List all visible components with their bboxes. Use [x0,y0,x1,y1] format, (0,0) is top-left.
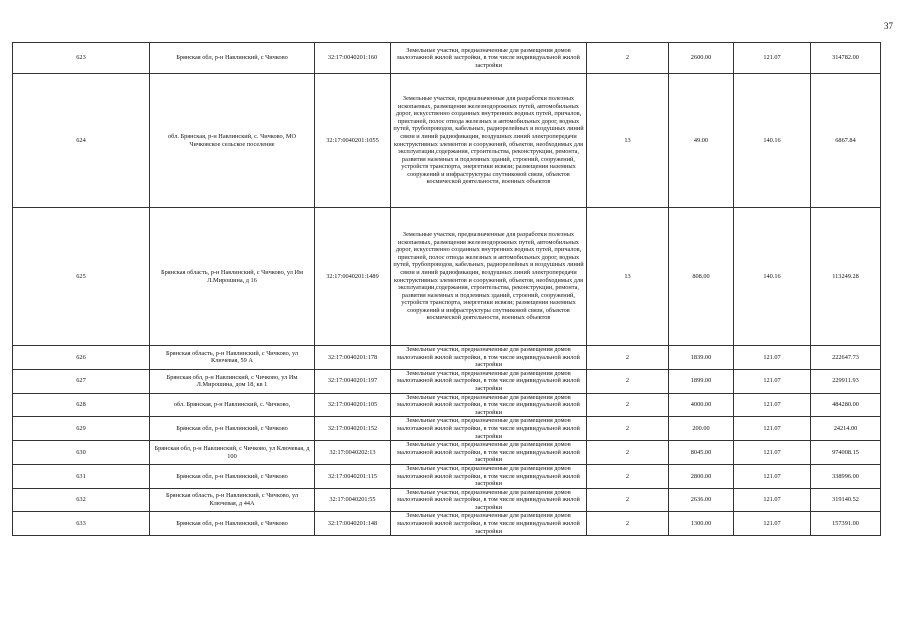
land-registry-table [12,42,881,536]
cadastral-value-cell: 484280.00 [811,393,881,417]
address-cell: обл. Брянская, р-н Навлинский, с. Чичково, [150,393,315,417]
cadastral-number-cell: 32:17:0040201:105 [315,393,391,417]
address-cell: Брянская обл, р-н Навлинский, с Чичково, ул Им Л.Мирошина, дом 18, кв 1 [150,369,315,393]
address-cell: Брянская обл, р-н Навлинский, с Чичково [150,43,315,74]
cadastral-rate-cell: 121.07 [734,369,811,393]
row-number-cell: 628 [13,393,150,417]
cadastral-rate-cell: 121.07 [734,512,811,536]
row-number-cell: 630 [13,441,150,465]
table-row [13,74,881,208]
cadastral-rate-cell: 121.07 [734,464,811,488]
area-cell: 8045.00 [669,441,734,465]
cadastral-number-cell: 32:17:0040201:178 [315,346,391,370]
cadastral-number-cell: 32:17:0040201:197 [315,369,391,393]
cadastral-number-cell: 32:17:0040201:148 [315,512,391,536]
land-use-cell: Земельные участки, предназначенные для размещения домов малоэтажной жилой застройки, в том числе индивидуальной жилой застройки [391,393,587,417]
use-group-cell: 2 [587,346,669,370]
table-row [13,346,881,370]
land-use-cell: Земельные участки, предназначенные для размещения домов малоэтажной жилой застройки, в том числе индивидуальной жилой застройки [391,43,587,74]
cadastral-value-cell: 24214.00 [811,417,881,441]
row-number-cell: 633 [13,512,150,536]
area-cell: 2800.00 [669,464,734,488]
table-row [13,464,881,488]
cadastral-number-cell: 32:17:0040201:152 [315,417,391,441]
address-cell: Брянская обл, р-н Навлинский, с Чичково, ул Ключевая, д 100 [150,441,315,465]
land-use-cell: Земельные участки, предназначенные для размещения домов малоэтажной жилой застройки, в том числе индивидуальной жилой застройки [391,441,587,465]
row-number-cell: 625 [13,208,150,346]
table-row [13,208,881,346]
cadastral-rate-cell: 121.07 [734,488,811,512]
cadastral-value-cell: 314782.00 [811,43,881,74]
row-number-cell: 624 [13,74,150,208]
page-number: 37 [884,21,893,31]
use-group-cell: 2 [587,417,669,441]
land-use-cell: Земельные участки, предназначенные для размещения домов малоэтажной жилой застройки, в том числе индивидуальной жилой застройки [391,346,587,370]
use-group-cell: 2 [587,369,669,393]
cadastral-value-cell: 113249.28 [811,208,881,346]
land-use-cell: Земельные участки, предназначенные для размещения домов малоэтажной жилой застройки, в том числе индивидуальной жилой застройки [391,417,587,441]
cadastral-value-cell: 6867.84 [811,74,881,208]
table-row [13,488,881,512]
cadastral-number-cell: 32:17:0040201:160 [315,43,391,74]
cadastral-value-cell: 974008.15 [811,441,881,465]
area-cell: 49.00 [669,74,734,208]
row-number-cell: 629 [13,417,150,441]
cadastral-value-cell: 222647.73 [811,346,881,370]
cadastral-value-cell: 338996.00 [811,464,881,488]
cadastral-rate-cell: 121.07 [734,417,811,441]
cadastral-rate-cell: 140.16 [734,208,811,346]
land-use-cell: Земельные участки, предназначенные для размещения домов малоэтажной жилой застройки, в том числе индивидуальной жилой застройки [391,488,587,512]
table-row [13,512,881,536]
area-cell: 1899.00 [669,369,734,393]
area-cell: 1839.00 [669,346,734,370]
use-group-cell: 13 [587,74,669,208]
area-cell: 2636.00 [669,488,734,512]
use-group-cell: 2 [587,393,669,417]
table-row [13,441,881,465]
land-use-cell: Земельные участки, предназначенные для размещения домов малоэтажной жилой застройки, в том числе индивидуальной жилой застройки [391,512,587,536]
use-group-cell: 13 [587,208,669,346]
address-cell: Брянская область, р-н Навлинский, с Чичково, ул Ключевая, д 44А [150,488,315,512]
use-group-cell: 2 [587,441,669,465]
row-number-cell: 626 [13,346,150,370]
use-group-cell: 2 [587,43,669,74]
cadastral-rate-cell: 121.07 [734,393,811,417]
cadastral-number-cell: 32:17:0040201:55 [315,488,391,512]
cadastral-number-cell: 32:17:0040201:115 [315,464,391,488]
land-use-cell: Земельные участки, предназначенные для размещения домов малоэтажной жилой застройки, в том числе индивидуальной жилой застройки [391,464,587,488]
cadastral-value-cell: 157391.00 [811,512,881,536]
address-cell: обл. Брянская, р-н Навлинский, с. Чичково, МО Чичковское сельское поселение [150,74,315,208]
cadastral-rate-cell: 121.07 [734,441,811,465]
row-number-cell: 627 [13,369,150,393]
table-row [13,43,881,74]
area-cell: 200.00 [669,417,734,441]
table-row [13,369,881,393]
land-use-cell: Земельные участки, предназначенные для разработки полезных ископаемых, размещения железнодорожных путей, автомобильных дорог, искусственно созданных внутренних водных путей, причалов, пристаней, полос отвода железных и автомобильных дорог, водных путей, трубопроводов, кабельных, радиорелейных и воздушных линий связи и линий радиофикации, воздушных линий электропередачи конструктивных элементов и сооружений, объектов, необходимых для эксплуатации,содержания, строительства, реконструкции, ремонта, развития наземных и подземных зданий, строений, сооружений, устройств транспорта, энергетики исвязи; размещения наземных сооружений и инфраструктуры спутниковой связи, объектов космической деятельности, военных объектов [391,208,587,346]
cadastral-value-cell: 319140.52 [811,488,881,512]
cadastral-number-cell: 32:17:0040202:13 [315,441,391,465]
use-group-cell: 2 [587,464,669,488]
use-group-cell: 2 [587,488,669,512]
address-cell: Брянская обл, р-н Навлинский, с Чичково [150,417,315,441]
row-number-cell: 631 [13,464,150,488]
address-cell: Брянская область, р-н Навлинский, с Чичково, ул Ключевая, 59 А [150,346,315,370]
cadastral-rate-cell: 121.07 [734,346,811,370]
address-cell: Брянская область, р-н Навлинский, с Чичково, ул Им Л.Мирошина, д 16 [150,208,315,346]
address-cell: Брянская обл, р-н Навлинский, с Чичково [150,512,315,536]
area-cell: 808.00 [669,208,734,346]
cadastral-value-cell: 229911.93 [811,369,881,393]
area-cell: 1300.00 [669,512,734,536]
row-number-cell: 632 [13,488,150,512]
use-group-cell: 2 [587,512,669,536]
table-row [13,417,881,441]
address-cell: Брянская обл, р-н Навлинский, с Чичково [150,464,315,488]
row-number-cell: 623 [13,43,150,74]
cadastral-rate-cell: 121.07 [734,43,811,74]
table-body [13,43,881,536]
area-cell: 2600.00 [669,43,734,74]
land-use-cell: Земельные участки, предназначенные для разработки полезных ископаемых, размещения железнодорожных путей, автомобильных дорог, искусственно созданных внутренних водных путей, причалов, пристаней, полос отвода железных и автомобильных дорог, водных путей, трубопроводов, кабельных, радиорелейных и воздушных линий связи и линий радиофикации, воздушных линий электропередачи конструктивных элементов и сооружений, объектов, необходимых для эксплуатации,содержания, строительства, реконструкции, ремонта, развития наземных и подземных зданий, строений, сооружений, устройств транспорта, энергетики исвязи; размещения наземных сооружений и инфраструктуры спутниковой связи, объектов космической деятельности, военных объектов [391,74,587,208]
cadastral-number-cell: 32:17:0040201:1055 [315,74,391,208]
cadastral-number-cell: 32:17:0040201:1489 [315,208,391,346]
table-row [13,393,881,417]
area-cell: 4000.00 [669,393,734,417]
land-use-cell: Земельные участки, предназначенные для размещения домов малоэтажной жилой застройки, в том числе индивидуальной жилой застройки [391,369,587,393]
cadastral-rate-cell: 140.16 [734,74,811,208]
